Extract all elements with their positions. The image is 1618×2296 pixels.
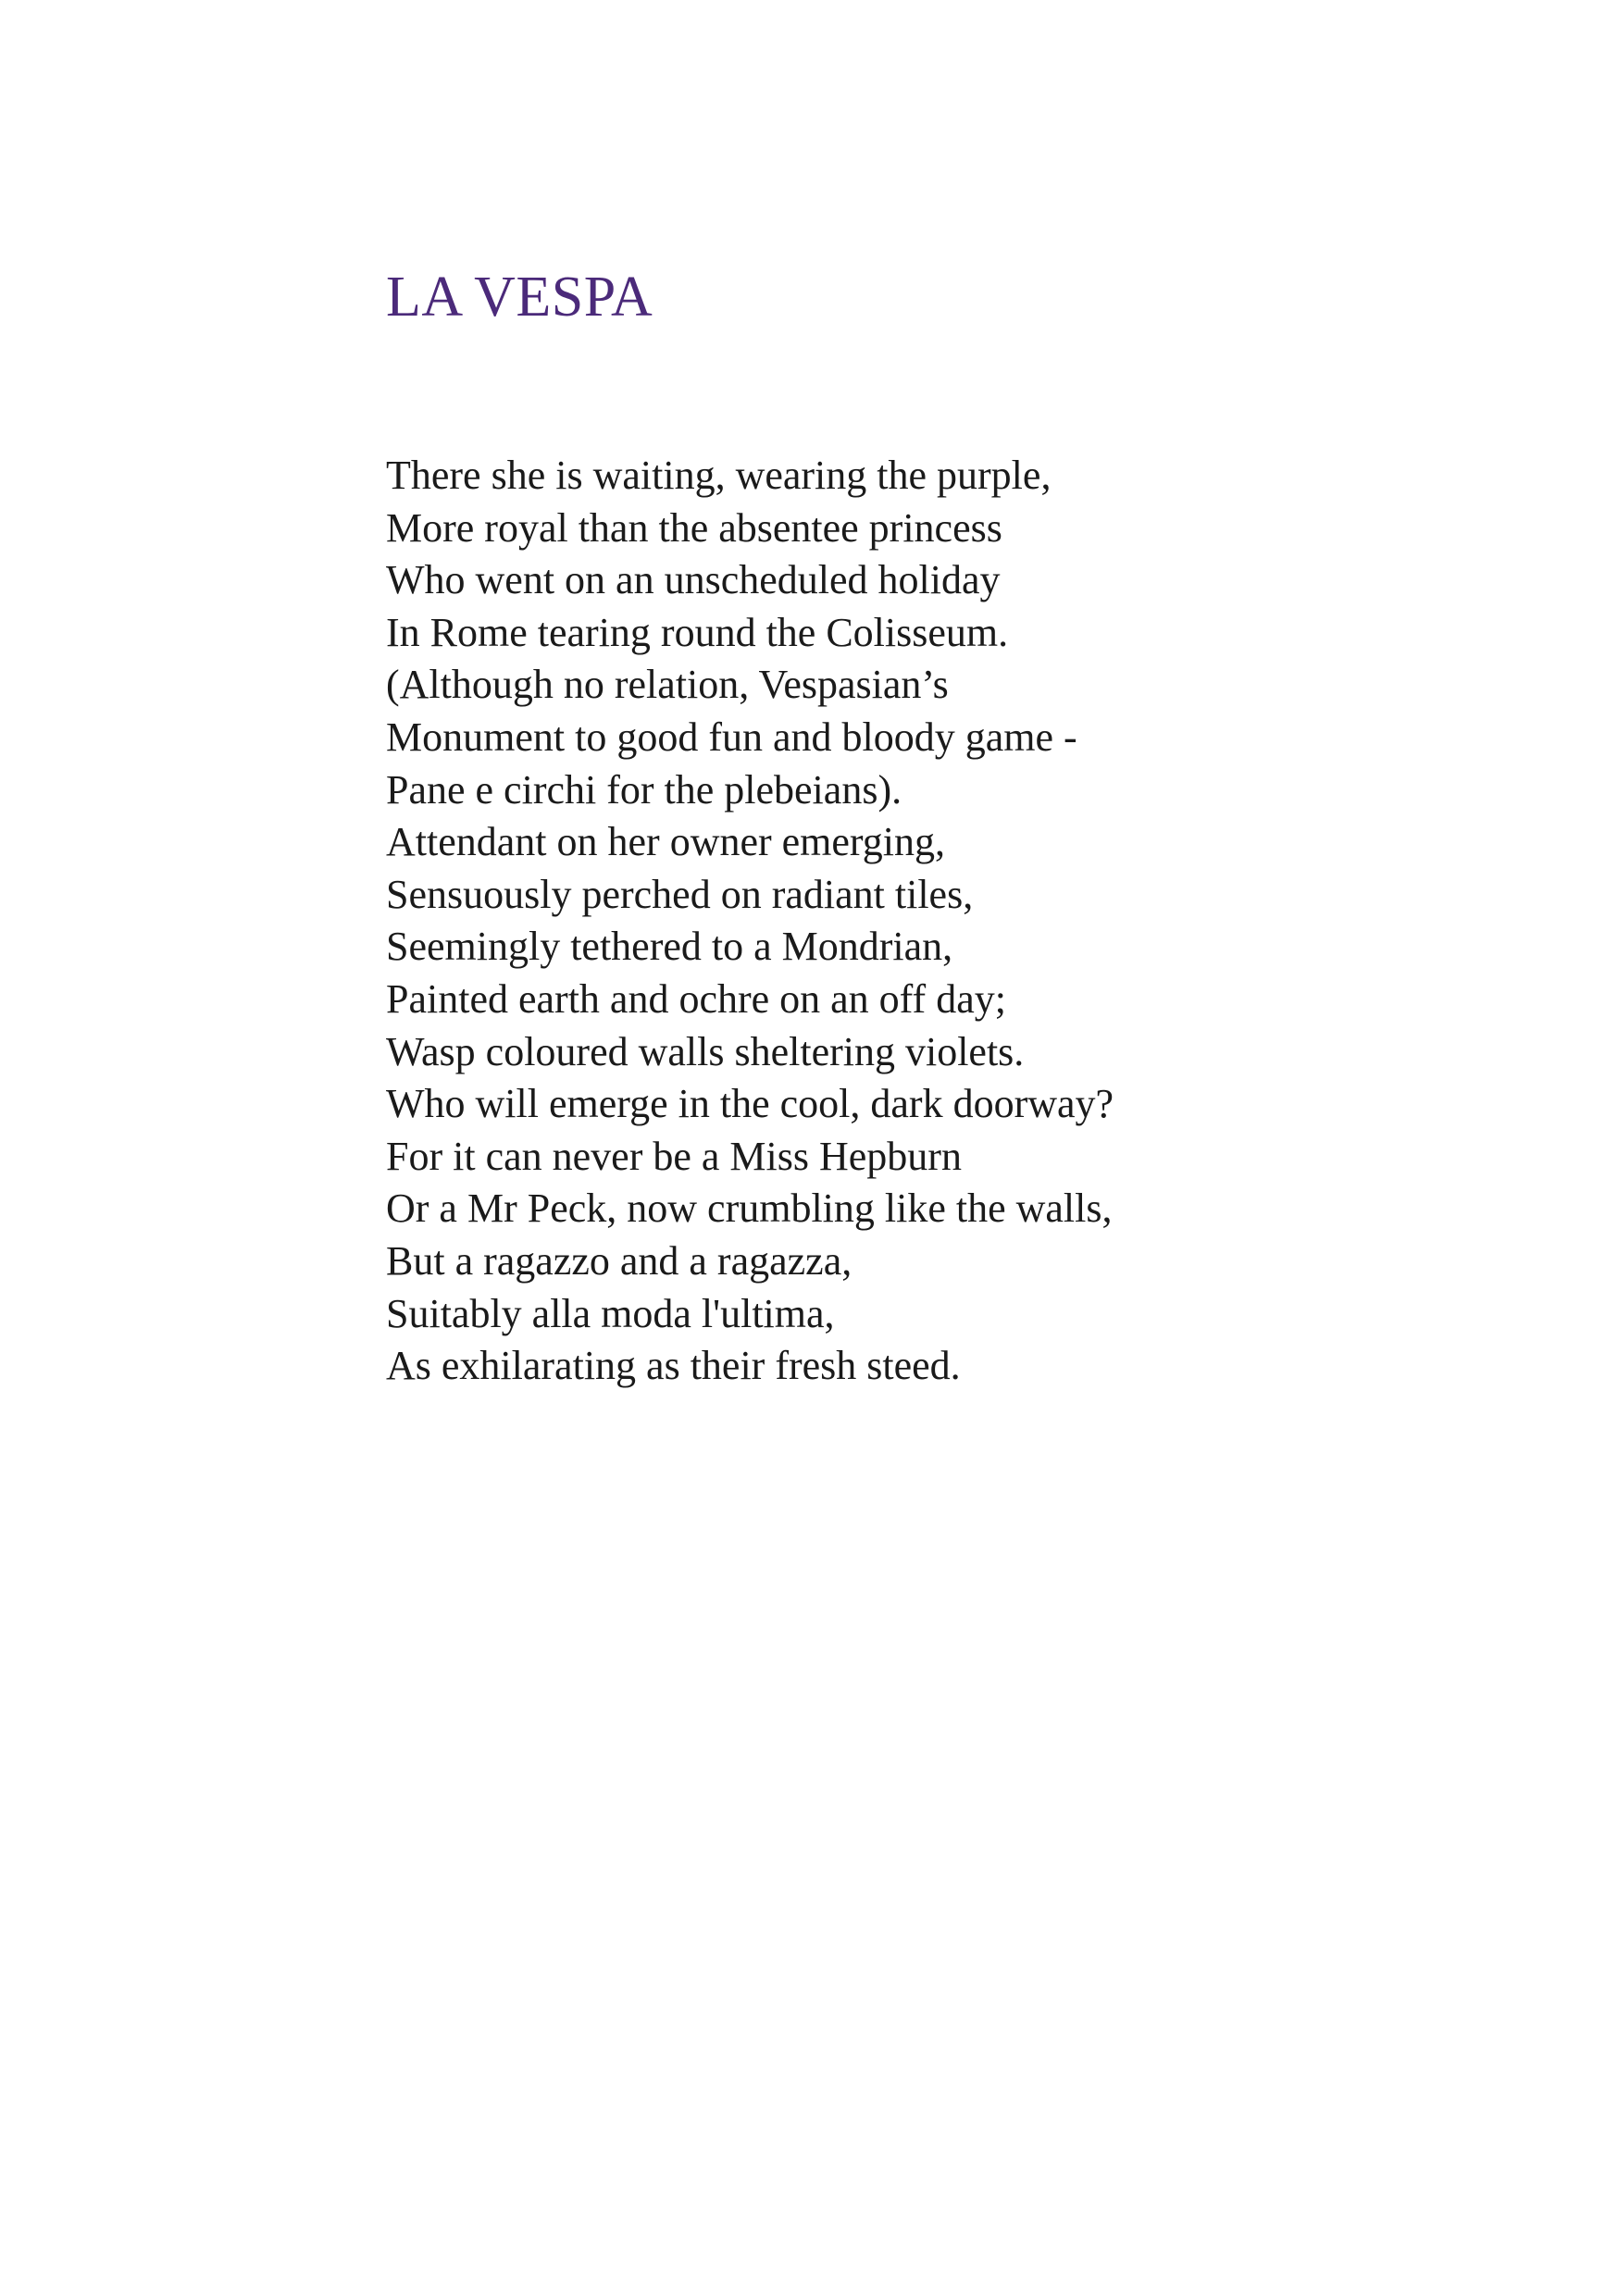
poem-line: Sensuously perched on radiant tiles, [386,871,974,917]
poem-line: (Although no relation, Vespasian’s [386,662,949,708]
poem-line: Monument to good fun and bloody game - [386,714,1077,760]
poem-line: Suitably alla moda l'ultima, [386,1290,835,1336]
poem-line: More royal than the absentee princess [386,504,1002,551]
poem-line: Who will emerge in the cool, dark doorway? [386,1081,1114,1127]
poem-line: There she is waiting, wearing the purple, [386,453,1052,498]
poem-line: As exhilarating as their fresh steed. [386,1343,961,1389]
poem-line: Seemingly tethered to a Mondrian, [386,924,953,970]
poem-line: Pane e circhi for the plebeians). [386,766,902,813]
poem-line: Painted earth and ochre on an off day; [386,975,1006,1022]
poem-body [386,450,1312,1393]
poem-line: Attendant on her owner emerging, [386,819,946,865]
poem-line: But a ragazzo and a ragazza, [386,1237,853,1284]
poem-line: Who went on an unscheduled holiday [386,557,1001,603]
poem-line: Wasp coloured walls sheltering violets. [386,1028,1025,1074]
poem-line: Or a Mr Peck, now crumbling like the walls, [386,1185,1113,1232]
poem-line: For it can never be a Miss Hepburn [386,1133,962,1179]
poem-title: LA VESPA [386,266,653,329]
poem-line: In Rome tearing round the Colisseum. [386,609,1009,655]
